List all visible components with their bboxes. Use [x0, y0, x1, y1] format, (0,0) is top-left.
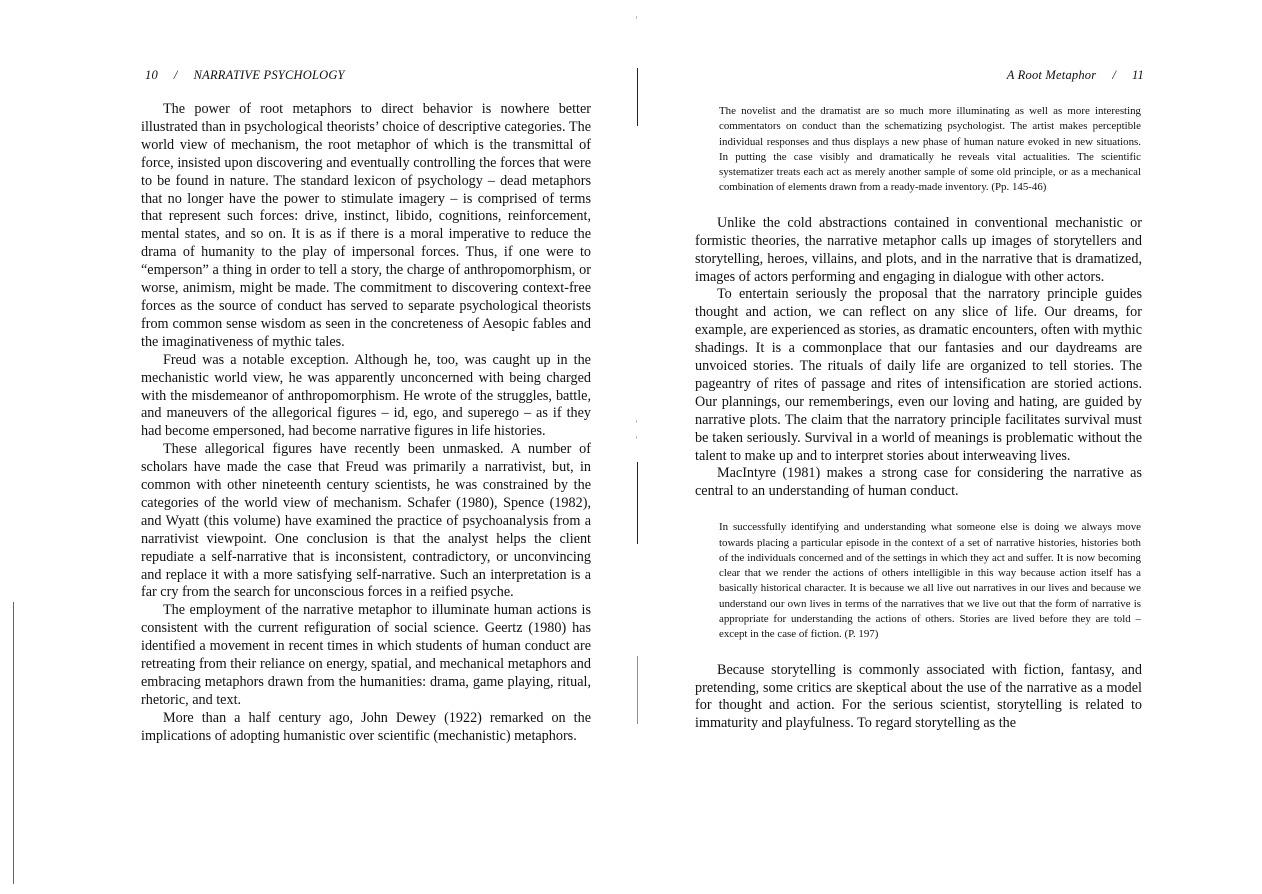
left-text-column	[141, 101, 591, 746]
block-quote-dewey: The novelist and the dramatist are so much more illuminating as well as more interesting commentators on conduct than the schematizing psychologist. The artist makes perceptible individual responses and thus displays a new phase of human nature evoked in new situations. In putting the case visibly and dramatically he reveals vital actualities. The scientific systematizer treats each act as merely another sample of some old principle, or as a mechanical combination of elements drawn from a ready-made inventory. (Pp. 145-46)	[719, 105, 1141, 194]
paragraph: To entertain seriously the proposal that the narratory principle guides thought and action, we can reflect on any slice of life. Our dreams, for example, are experienced as stories, as dramatic encounters, often with mythic shadings. It is a commonplace that our fantasies and our daydreams are unvoiced stories. The rituals of daily life are organized to tell stories. The pageantry of rites of passage and rites of intensification are storied actions. Our plannings, our rememberings, even our loving and hating, are guided by narrative plots. The claim that the narratory principle facilitates survival must be taken seriously. Survival in a world of meanings is problematic without the talent to make up and to interpret stories about interweaving lives.	[695, 286, 1142, 464]
paragraph: Unlike the cold abstractions contained in conventional mechanistic or formistic theories, the narrative metaphor calls up images of storytellers and storytelling, heroes, villains, and plots, and in the narrative that is dramatized, images of actors performing and engaging in dialogue with other actors.	[695, 214, 1142, 285]
paragraph: Freud was a notable exception. Although he, too, was caught up in the mechanistic world view, he was apparently unconcerned with being charged with the misdemeanor of anthropomorphism. He wrote of the struggles, battle, and maneuvers of the allegorical figures – id, ego, and superego – as if they had become empersoned, had become narrative figures in life histories.	[141, 351, 591, 440]
chapter-title: A Root Metaphor	[1006, 68, 1097, 82]
right-page	[632, 0, 1262, 894]
paragraph: MacIntyre (1981) makes a strong case for considering the narrative as central to an understanding of human conduct.	[695, 465, 1142, 500]
right-text-column	[695, 104, 1142, 733]
left-page	[0, 0, 630, 894]
paragraph: More than a half century ago, John Dewey (1922) remarked on the implications of adopting humanistic over scientific (mechanistic) metaphors.	[141, 709, 591, 744]
chapter-title: NARRATIVE PSYCHOLOGY	[193, 68, 345, 82]
paragraph: These allegorical figures have recently been unmasked. A number of scholars have made the case that Freud was primarily a narrativist, but, in common with other nineteenth century scientists, he was constrained by the categories of the world view of mechanism. Schafer (1980), Spence (1982), and Wyatt (this volume) have examined the practice of psychoanalysis from a narrativist viewpoint. One conclusion is that the analyst helps the client repudiate a self-narrative that is inconsistent, contradictory, or unconvincing and replace it with a more satisfying self-narrative. Such an interpretation is a far cry from the search for unconscious forces in a reified psyche.	[141, 441, 591, 601]
header-separator: /	[173, 68, 178, 82]
paragraph: Because storytelling is commonly associated with fiction, fantasy, and pretending, some critics are skeptical about the use of the narrative as a model for thought and action. For the serious scientist, storytelling is related to immaturity and playfulness. To regard storytelling as the	[695, 661, 1142, 732]
right-running-head	[1007, 68, 1144, 83]
paragraph: The power of root metaphors to direct behavior is nowhere better illustrated than in psychological theorists’ choice of descriptive categories. The world view of mechanism, the root metaphor of which is the transmittal of force, insisted upon discovering and eventually controlling the forces that were to be found in nature. The standard lexicon of psychology – dead metaphors that no longer have the power to stimulate imagery – is comprised of terms that represent such forces: drive, instinct, libido, cognitions, reinforcement, mental states, and so on. It is as if there is a moral imperative to reduce the drama of humanity to the play of impersonal forces. Thus, if one were to “emperson” a thing in order to tell a story, the charge of anthropomorphism, or worse, animism, might be made. The commitment to discovering context-free forces as the source of conduct has served to separate psychological theorists from common sense wisdom as seen in the concreteness of Aesopic fables and the imaginativeness of mythic tales.	[141, 101, 591, 350]
page-number: 10	[145, 68, 158, 82]
block-quote-macintyre: In successfully identifying and understanding what someone else is doing we always move towards placing a particular episode in the context of a set of narrative histories, histories both of the individuals concerned and of the settings in which they act and suffer. It is now becoming clear that we render the actions of others intelligible in this way because action itself has a basically historical character. It is because we all live out narratives in our lives and because we understand our own lives in terms of the narratives that we live out that the form of narrative is appropriate for understanding the actions of others. Stories are lived before they are told – except in the case of fiction. (P. 197)	[719, 521, 1141, 641]
header-separator: /	[1112, 68, 1117, 82]
paragraph: The employment of the narrative metaphor to illuminate human actions is consistent with the current refiguration of social science. Geertz (1980) has identified a movement in recent times in which students of human conduct are retreating from their reliance on energy, spatial, and mechanical metaphors and embracing metaphors drawn from the humanities: drama, game playing, ritual, rhetoric, and text.	[141, 602, 591, 708]
page-number: 11	[1132, 68, 1144, 82]
left-running-head	[145, 68, 345, 83]
